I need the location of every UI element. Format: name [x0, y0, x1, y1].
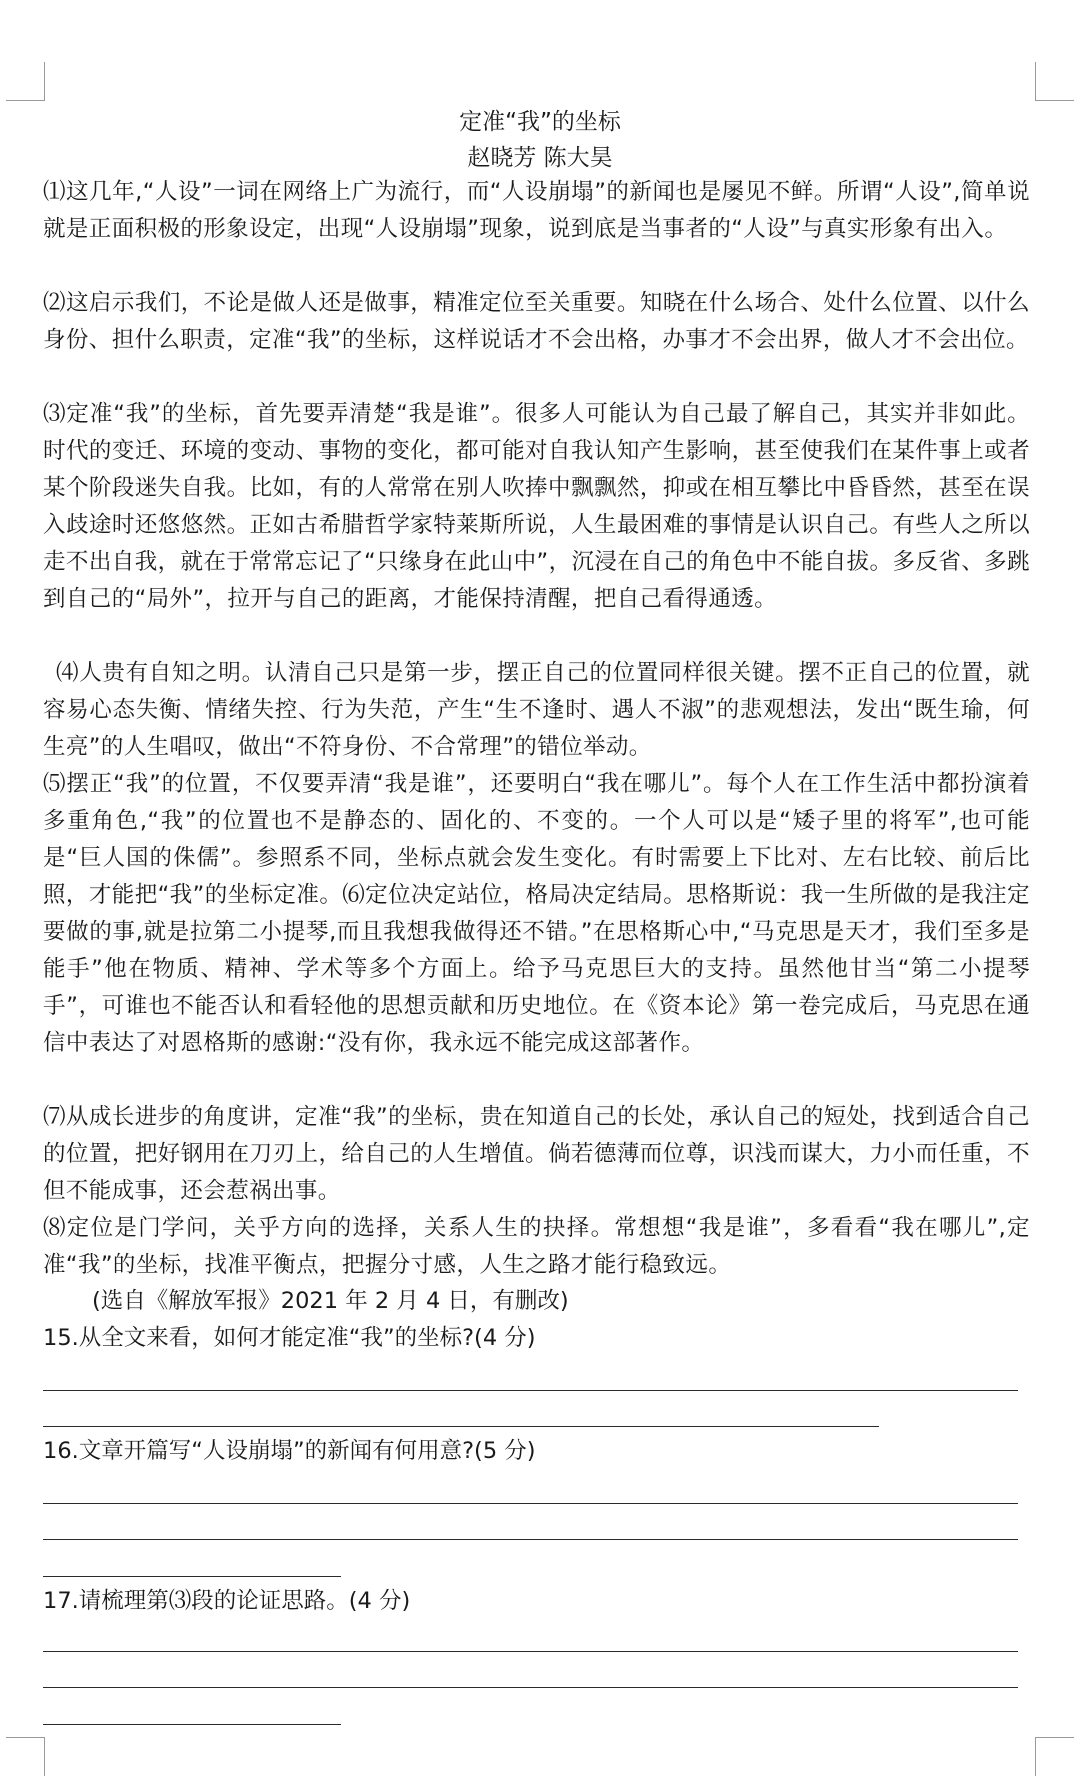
crop-mark-bottom-left — [6, 1737, 45, 1776]
paragraph-8: ⑻定位是门学问，关乎方向的选择，关系人生的抉择。常想想“我是谁”，多看看“我在哪儿”,定准“我”的坐标，找准平衡点，把握分寸感，人生之路才能行稳致远。 — [43, 1215, 1030, 1278]
paragraph-4: ⑷人贵有自知之明。认清自己只是第一步，摆正自己的位置同样很关键。摆不正自己的位置，就容易心态失衡、情绪失控、行为失范，产生“生不逢时、遇人不淑”的悲观想法，发出“既生瑜，何生亮”的人生唱叹，做出“不符身份、不合常理”的错位举动。 — [43, 660, 1030, 760]
article-authors: 赵晓芳 陈大昊 — [467, 145, 613, 171]
paragraph-1: ⑴这几年,“人设”一词在网络上广为流行，而“人设崩塌”的新闻也是屡见不鲜。所谓“人设”,简单说就是正面积极的形象设定，出现“人设崩塌”现象，说到底是当事者的“人设”与真实形象有出入。 — [43, 179, 1030, 242]
crop-mark-top-right — [1035, 62, 1074, 101]
answer-line[interactable] — [43, 1390, 1018, 1391]
answer-line[interactable] — [43, 1651, 1018, 1652]
answer-line[interactable] — [43, 1539, 1018, 1540]
source-citation: (选自《解放军报》2021 年 2 月 4 日，有删改) — [92, 1288, 569, 1314]
answer-line[interactable] — [43, 1724, 341, 1725]
paragraph-3: ⑶定准“我”的坐标，首先要弄清楚“我是谁”。很多人可能认为自己最了解自己，其实并非如此。时代的变迁、环境的变动、事物的变化，都可能对自我认知产生影响，甚至使我们在某件事上或者某个阶段迷失自我。比如，有的人常常在别人吹捧中飘飘然，抑或在相互攀比中昏昏然，甚至在误入歧途时还悠悠然。正如古希腊哲学家特莱斯所说，人生最困难的事情是认识自己。有些人之所以走不出自我，就在于常常忘记了“只缘身在此山中”，沉浸在自己的角色中不能自拔。多反省、多跳到自己的“局外”，拉开与自己的距离，才能保持清醒，把自己看得通透。 — [43, 401, 1030, 612]
answer-line[interactable] — [43, 1426, 879, 1427]
question-17: 17.请梳理第⑶段的论证思路。(4 分) — [43, 1588, 411, 1614]
crop-mark-top-left — [6, 62, 45, 101]
paragraph-7: ⑺从成长进步的角度讲，定准“我”的坐标，贵在知道自己的长处，承认自己的短处，找到适合自己的位置，把好钢用在刀刃上，给自己的人生增值。倘若德薄而位尊，识浅而谋大，力小而任重，不但不能成事，还会惹祸出事。 — [43, 1104, 1030, 1204]
paragraph-2: ⑵这启示我们，不论是做人还是做事，精准定位至关重要。知晓在什么场合、处什么位置、以什么身份、担什么职责，定准“我”的坐标，这样说话才不会出格，办事才不会出界，做人才不会出位。 — [43, 290, 1030, 353]
answer-line[interactable] — [43, 1576, 341, 1577]
crop-mark-bottom-right — [1035, 1737, 1074, 1776]
paragraph-5-6: ⑸摆正“我”的位置，不仅要弄清“我是谁”，还要明白“我在哪儿”。每个人在工作生活中都扮演着多重角色,“我”的位置也不是静态的、固化的、不变的。一个人可以是“矮子里的将军”,也可能是“巨人国的侏儒”。参照系不同，坐标点就会发生变化。有时需要上下比对、左右比较、前后比照，才能把“我”的坐标定准。⑹定位决定站位，格局决定结局。思格斯说：我一生所做的是我注定要做的事,就是拉第二小提琴,而且我想我做得还不错。”在思格斯心中,“马克思是天才，我们至多是能手”他在物质、精神、学术等多个方面上。给予马克思巨大的支持。虽然他甘当“第二小提琴手”，可谁也不能否认和看轻他的思想贡献和历史地位。在《资本论》第一卷完成后，马克思在通信中表达了对恩格斯的感谢:“没有你，我永远不能完成这部著作。 — [43, 771, 1030, 1056]
question-16: 16.文章开篇写“人设崩塌”的新闻有何用意?(5 分) — [43, 1438, 536, 1464]
question-15: 15.从全文来看，如何才能定准“我”的坐标?(4 分) — [43, 1325, 536, 1351]
answer-line[interactable] — [43, 1503, 1018, 1504]
article-title: 定准“我”的坐标 — [459, 109, 621, 135]
answer-line[interactable] — [43, 1687, 1018, 1688]
